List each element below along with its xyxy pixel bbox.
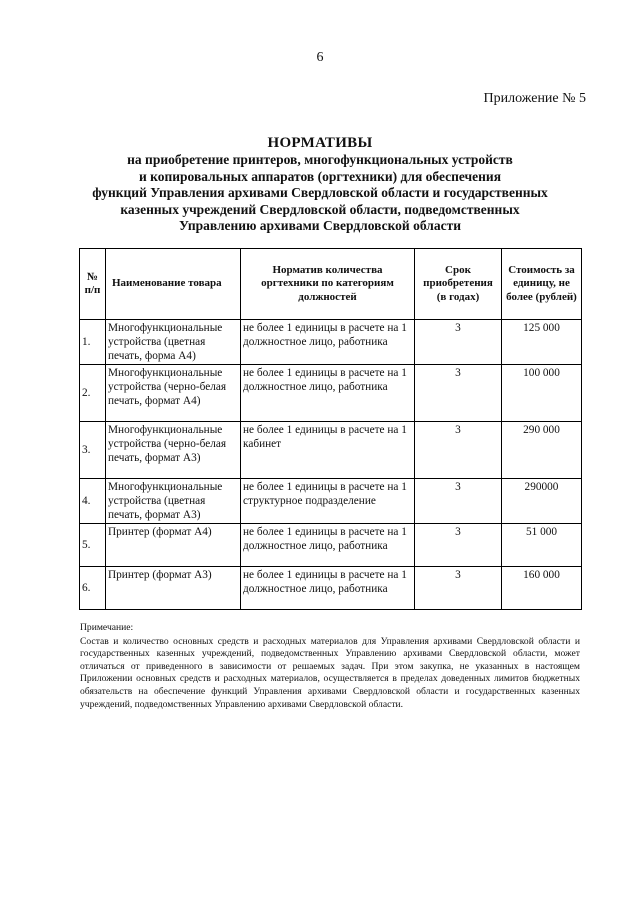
table-row [80,365,582,422]
row-norm: не более 1 единицы в расчете на 1 кабинет [241,422,415,479]
row-name: Принтер (формат А3) [106,567,241,610]
row-period: 3 [415,320,502,365]
table-row [80,524,582,567]
row-period: 3 [415,365,502,422]
row-num: 3. [80,422,106,479]
table-row [80,479,582,524]
subtitle-line: казенных учреждений Свердловской области, подведомственных [120,201,520,217]
row-cost: 51 000 [502,524,582,567]
row-num: 4. [80,479,106,524]
row-num: 2. [80,365,106,422]
row-period: 3 [415,524,502,567]
title-block [60,134,580,235]
row-cost: 290 000 [502,422,582,479]
header-norm: Норматив количества оргтехники по категориям должностей [241,249,415,320]
subtitle-line: функций Управления архивами Свердловской области и государственных [92,185,548,201]
row-num: 5. [80,524,106,567]
row-num: 6. [80,567,106,610]
row-name: Многофункциональные устройства (черно-белая печать, формат А4) [106,365,241,422]
row-norm: не более 1 единицы в расчете на 1 должностное лицо, работника [241,320,415,365]
row-cost: 290000 [502,479,582,524]
row-period: 3 [415,479,502,524]
subtitle-line: Управлению архивами Свердловской области [179,218,461,234]
header-cost: Стоимость за единицу, не более (рублей) [502,249,582,320]
row-norm: не более 1 единицы в расчете на 1 структурное подразделение [241,479,415,524]
appendix-label: Приложение № 5 [483,91,586,106]
norms-table [79,248,582,610]
header-name: Наименование товара [106,249,241,320]
row-cost: 100 000 [502,365,582,422]
row-period: 3 [415,567,502,610]
page-title: НОРМАТИВЫ [267,135,373,151]
table-row [80,320,582,365]
row-cost: 160 000 [502,567,582,610]
header-period: Срок приобретения (в годах) [415,249,502,320]
row-num: 1. [80,320,106,365]
row-name: Многофункциональные устройства (цветная печать, форма А4) [106,320,241,365]
row-name: Многофункциональные устройства (цветная печать, формат А3) [106,479,241,524]
row-period: 3 [415,422,502,479]
table-header-row [80,249,582,320]
subtitle-line: на приобретение принтеров, многофункциональных устройств [127,152,513,167]
row-norm: не более 1 единицы в расчете на 1 должностное лицо, работника [241,567,415,610]
row-norm: не более 1 единицы в расчете на 1 должностное лицо, работника [241,365,415,422]
row-cost: 125 000 [502,320,582,365]
table-row [80,422,582,479]
note-block [80,622,580,711]
note-title: Примечание: [80,622,134,633]
note-text: Состав и количество основных средств и расходных материалов для Управления архивами Свердловской области и государственных казенных учреждений, подведомственных Управлению архивами Свердловской области, может отличаться от приведенного в зависимости от решаемых задач. При этом закупка, не указанных в настоящем Приложении основных средств и расходных материалов, осуществляется в пределах доведенных лимитов бюджетных обязательств на обеспечение функций Управления архивами Свердловской области и государственных казенных учреждений, подведомственных Управлению архивами Свердловской области. [80,635,580,710]
page-number: 6 [316,50,324,65]
row-name: Многофункциональные устройства (черно-белая печать, формат А3) [106,422,241,479]
row-norm: не более 1 единицы в расчете на 1 должностное лицо, работника [241,524,415,567]
table-row [80,567,582,610]
header-num: № п/п [80,249,106,320]
subtitle-line: и копировальных аппаратов (оргтехники) для обеспечения [138,168,502,184]
row-name: Принтер (формат А4) [106,524,241,567]
